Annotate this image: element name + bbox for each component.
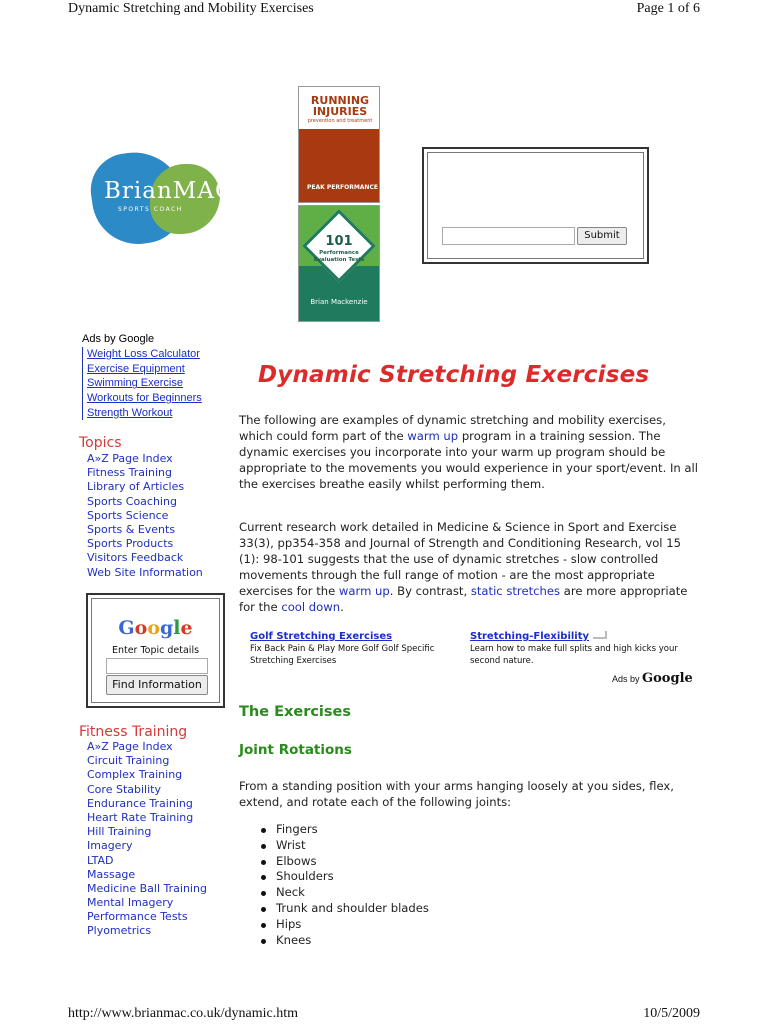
list-item: Elbows [259,854,429,870]
cart-icon [593,631,607,639]
fitness-link[interactable]: Medicine Ball Training [87,881,207,895]
ad-description: Learn how to make full splits and high kicks your second nature. [470,644,678,666]
ads-label[interactable]: Ads by Google [82,333,155,345]
ads-by-google-left [82,332,202,420]
fitness-link[interactable]: Complex Training [87,768,183,782]
list-item: Knees [259,933,429,949]
print-footer-date: 10/5/2009 [643,1006,700,1021]
fitness-link[interactable]: Mental Imagery [87,896,174,910]
text: . [340,600,344,614]
google-search-label: Enter Topic details [111,645,200,656]
book-title: RUNNING INJURIES [310,94,370,118]
print-header [0,0,768,20]
text: Current research work detailed in Medicine & Science in Sport and Exercise 33(3), pp354-358 and Journal of Strength and Conditioning Research, vol 15 (1): 98-101 suggests that the use of dynamic stretches - slow controlled movements through the full range of motion - are the most appropriate exercises for the [239,520,681,598]
book-author: Brian Mackenzie [310,298,368,306]
topic-link[interactable]: Web Site Information [87,565,203,579]
research-paragraph [239,519,699,615]
fitness-link[interactable]: Plyometrics [87,924,152,938]
ad-link[interactable]: Swimming Exercise [87,377,183,390]
submit-button[interactable]: Submit [577,227,627,245]
list-item: Shoulders [259,869,429,885]
list-item: Fingers [259,822,429,838]
warm-up-link[interactable]: warm up [407,429,459,443]
site-search-box [422,147,649,264]
ad-link[interactable]: Weight Loss Calculator [87,348,200,360]
ads-link-list [82,347,202,420]
print-footer-url: http://www.brianmac.co.uk/dynamic.htm [68,1006,299,1021]
print-footer [0,1004,768,1024]
fitness-link[interactable]: Massage [87,867,136,881]
ads-by-google-label[interactable] [612,671,693,686]
ad-link[interactable]: Workouts for Beginners [87,392,202,405]
topic-link[interactable]: Sports Products [87,537,174,551]
fitness-link[interactable]: Endurance Training [87,796,193,810]
book-cover-101-tests[interactable] [298,205,380,322]
text: The following are examples of dynamic stretching and mobility exercises, which could form part of the [239,413,666,443]
site-search-input[interactable] [442,227,575,245]
subheading-joint-rotations: Joint Rotations [239,742,352,758]
find-information-button[interactable]: Find Information [106,675,208,695]
ad-unit[interactable] [250,630,460,667]
google-search-box [86,593,225,708]
ads-by-text: Ads by [612,674,640,684]
book-cover-running-injuries[interactable] [298,86,380,203]
ad-unit[interactable] [470,630,680,667]
intro-paragraph [239,412,699,492]
logo-tagline: SPORTS COACH [118,206,183,213]
ad-title-text[interactable]: Stretching-Flexibility [470,631,590,642]
topic-link[interactable]: Sports Science [87,508,169,522]
fitness-link[interactable]: LTAD [87,853,114,867]
topics-list [87,452,203,580]
fitness-link[interactable]: A»Z Page Index [87,740,173,753]
fitness-link[interactable]: Heart Rate Training [87,810,194,824]
google-ads-row [250,630,690,670]
ad-link[interactable]: Strength Workout [87,406,173,419]
logo-text: BrianMAC [104,178,234,204]
cool-down-link[interactable]: cool down [281,600,341,614]
fitness-training-heading: Fitness Training [79,724,188,740]
static-stretches-link[interactable]: static stretches [470,584,561,598]
text: program in a training session. The dynamic exercises you incorporate into your warm up program should be appropriate to the movements you would experience in your sport/event. In all the exercises breathe easily whilst performing them. [239,429,698,491]
fitness-link[interactable]: Imagery [87,839,133,853]
book-title: Performance Evaluation Tests [313,250,365,263]
brianmac-logo[interactable] [90,148,234,248]
joints-list [259,822,429,948]
fitness-link[interactable]: Performance Tests [87,910,188,924]
topic-link[interactable]: Sports & Events [87,522,176,536]
ad-description: Fix Back Pain & Play More Golf Golf Specific Stretching Exercises [250,644,435,666]
section-heading-exercises: The Exercises [239,704,351,720]
topic-link[interactable]: Fitness Training [87,466,172,480]
page-title: Dynamic Stretching Exercises [258,362,650,388]
ad-title[interactable]: Golf Stretching Exercises [250,631,393,642]
text: are more appropriate for the [239,584,688,614]
fitness-link[interactable]: Core Stability [87,782,161,796]
print-header-page-number: Page 1 of 6 [636,1,700,16]
topic-link[interactable]: A»Z Page Index [87,452,173,465]
print-header-title: Dynamic Stretching and Mobility Exercises [68,1,314,16]
book-publisher: PEAK PERFORMANCE [307,184,378,191]
list-item: Hips [259,917,429,933]
book-number: 101 [325,234,353,249]
text: . By contrast, [389,584,471,598]
list-item: Neck [259,885,429,901]
ad-link[interactable]: Exercise Equipment [87,362,185,375]
topic-link[interactable]: Library of Articles [87,480,185,494]
book-subtitle: prevention and treatment [307,118,373,124]
google-brand: Google [642,671,693,686]
list-item: Wrist [259,838,429,854]
google-logo: Google [118,617,193,639]
fitness-link[interactable]: Circuit Training [87,754,170,768]
google-search-input[interactable] [106,658,208,674]
topic-link[interactable]: Visitors Feedback [87,551,184,565]
list-item: Trunk and shoulder blades [259,901,429,917]
fitness-link[interactable]: Hill Training [87,825,152,839]
joint-rotations-paragraph: From a standing position with your arms hanging loosely at you sides, flex, extend, and rotate each of the following joints: [239,779,674,809]
warm-up-link[interactable]: warm up [338,584,390,598]
topics-heading: Topics [79,435,122,451]
topic-link[interactable]: Sports Coaching [87,494,177,508]
ad-title[interactable] [470,630,680,643]
fitness-training-list [87,740,207,939]
